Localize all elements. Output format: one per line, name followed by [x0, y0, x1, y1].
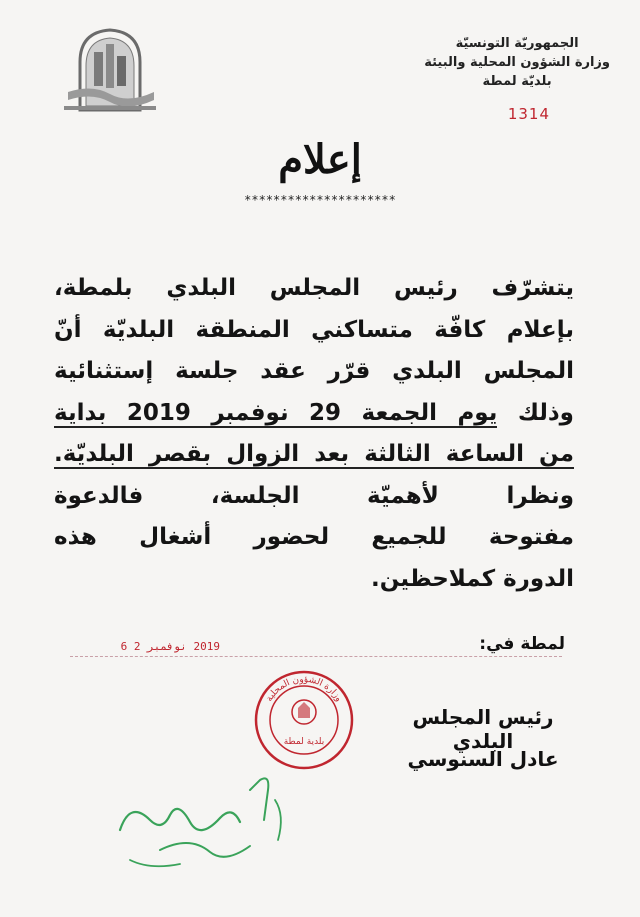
date-stamp: 2019 نوفمبر 2 6 — [120, 640, 220, 653]
letterhead-country: الجمهوريّة التونسيّة — [455, 36, 579, 51]
meeting-date-highlight: يوم الجمعة 29 نوفمبر 2019 بداية — [54, 399, 498, 426]
municipality-logo — [62, 22, 158, 114]
announcement-body — [54, 268, 574, 600]
body-line-4 — [54, 393, 574, 435]
body-line-3: المجلس البلدي قرّر عقد جلسة إستثنائية — [54, 358, 574, 384]
reference-number: 1314 — [507, 105, 550, 123]
body-line-1: يتشرّف رئيس المجلس البلدي بلمطة، — [54, 275, 574, 301]
handwritten-signature — [100, 760, 300, 880]
letterhead-municipality: بلديّة لمطة — [482, 74, 552, 89]
body-line-8: الدورة كملاحظين. — [371, 565, 574, 592]
signatory-name: عادل السنوسي — [407, 747, 559, 771]
body-line-6: ونظرا لأهميّة الجلسة، فالدعوة — [54, 482, 574, 509]
meeting-time-highlight: من الساعة الثالثة بعد الزوال بقصر البلديّة. — [54, 441, 574, 467]
letterhead — [424, 34, 610, 91]
place-label: لمطة في: — [479, 634, 565, 654]
body-line-7: مفتوحة للجميع لحضور أشغال هذه — [54, 524, 574, 550]
document-title: إعلام — [278, 136, 362, 183]
date-dotted-line — [70, 656, 562, 657]
title-separator: ********************* — [244, 193, 396, 207]
official-seal — [252, 668, 356, 772]
body-line-5 — [54, 434, 574, 476]
seal-ring-text: وزارة الشؤون المحلية — [264, 674, 344, 704]
body-line-4-prefix: وذلك — [497, 399, 574, 426]
letterhead-ministry: وزارة الشؤون المحلية والبيئة — [424, 55, 610, 70]
body-line-2: بإعلام كافّة متساكني المنطقة البلديّة أنّ — [54, 316, 574, 343]
signatory-title: رئيس المجلس البلدي — [412, 705, 554, 753]
seal-center-text: بلدية لمطة — [283, 737, 325, 747]
